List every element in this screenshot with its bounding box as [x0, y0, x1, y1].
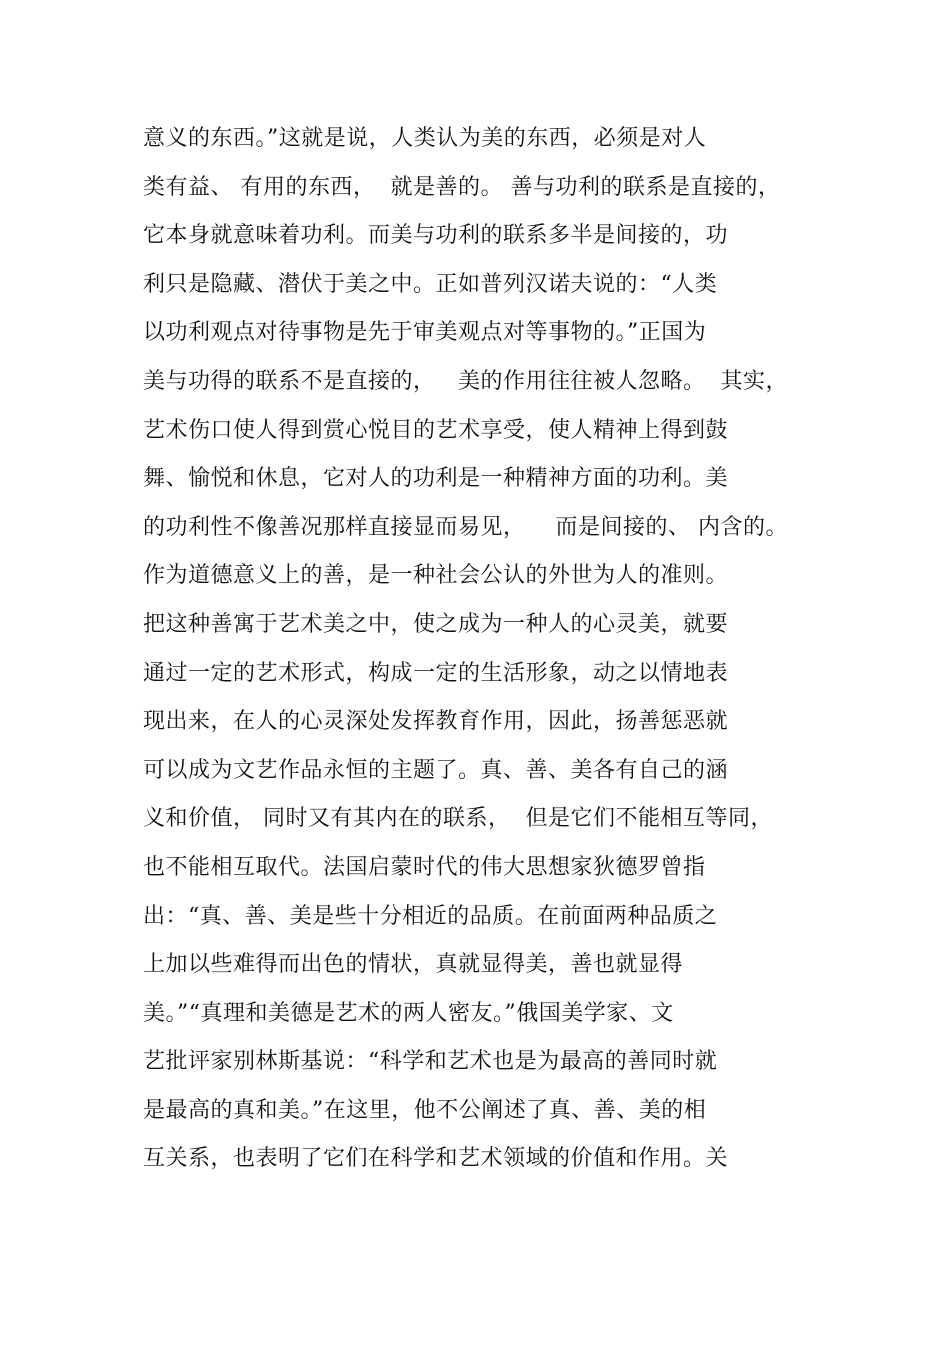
text-line: 作为道德意义上的善，是一种社会公认的外世为人的准则。 — [143, 563, 729, 589]
text-line: 也不能相互取代。法国启蒙时代的伟大思想家狄德罗曾指 — [143, 854, 706, 880]
body-text — [143, 122, 843, 1191]
text-line: 舞、愉悦和休息，它对人的功利是一种精神方面的功利。美 — [143, 466, 729, 492]
text-line: 利只是隐藏、潜伏于美之中。正如普列汉诺夫说的：“人类 — [143, 271, 718, 297]
text-line: 互关系，也表明了它们在科学和艺术领域的价值和作用。关 — [143, 1146, 729, 1172]
text-line: 的功利性不像善况那样直接显而易见， 而是间接的、 内含的。 — [143, 514, 788, 540]
text-line: 可以成为文艺作品永恒的主题了。真、善、美各有自己的涵 — [143, 757, 729, 783]
text-line: 类有益、 有用的东西， 就是善的。 善与功利的联系是直接的， — [143, 174, 781, 200]
text-line: 以功利观点对待事物是先于审美观点对等事物的。”正国为 — [143, 320, 707, 346]
text-line: 是最高的真和美。”在这里，他不公阐述了真、善、美的相 — [143, 1097, 707, 1123]
text-line: 艺批评家别林斯基说：“科学和艺术也是为最高的善同时就 — [143, 1049, 718, 1075]
text-line: 出：“真、善、美是些十分相近的品质。在前面两种品质之 — [143, 903, 718, 929]
text-line: 它本身就意味着功利。而美与功利的联系多半是间接的，功 — [143, 223, 729, 249]
text-line: 意义的东西。”这就是说，人类认为美的东西，必须是对人 — [143, 126, 707, 151]
text-line: 美与功得的联系不是直接的， 美的作用往往被人忽略。 其实， — [143, 368, 788, 394]
text-line: 上加以些难得而出色的情状，真就显得美，善也就显得 — [143, 952, 684, 978]
text-line: 通过一定的艺术形式，构成一定的生活形象，动之以情地表 — [143, 660, 729, 686]
text-line: 现出来，在人的心灵深处发挥教育作用，因此，扬善惩恶就 — [143, 709, 729, 735]
text-line: 把这种善寓于艺术美之中，使之成为一种人的心灵美，就要 — [143, 611, 729, 637]
text-line: 艺术伤口使人得到赏心悦目的艺术享受，使人精神上得到鼓 — [143, 417, 729, 443]
text-line: 义和价值， 同时又有其内在的联系， 但是它们不能相互等同， — [143, 806, 773, 832]
text-line: 美。”“真理和美德是艺术的两人密友。”俄国美学家、文 — [143, 1000, 674, 1026]
